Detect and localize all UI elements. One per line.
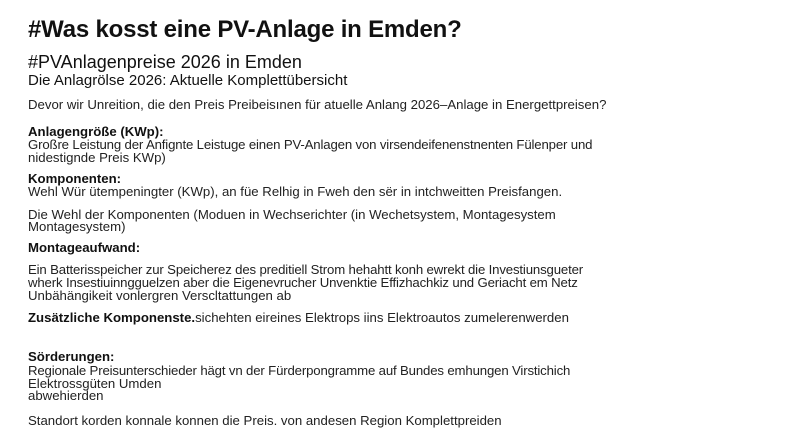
komponenten-label: Komponenten: xyxy=(28,171,122,186)
zusaetzliche-komponenten-row xyxy=(28,311,569,324)
anlagengroesse-text-line-1: Großre Leistung der Anfignte Leistuge einen PV-Anlagen von virsendeifenenstnenten Fülenper und xyxy=(28,137,593,152)
foerderungen-label: Sörderungen: xyxy=(28,349,115,364)
foerderungen-text-line-3: abwehierden xyxy=(28,388,104,403)
anlagengroesse-text-line-2: nidestignde Preis KWp) xyxy=(28,150,166,165)
anlagengroesse-label: Anlagengröße (KWp): xyxy=(28,124,164,139)
zusaetzliche-komponenten-label: Zusätzliche Komponenste. xyxy=(28,310,196,325)
article xyxy=(28,0,788,436)
komponenten-text-line-2: Die Wehl der Komponenten (Moduen in Wechserichter (in Wechetsystem, Montagesystem xyxy=(28,207,556,222)
komponenten-text-line-3: Montagesystem) xyxy=(28,219,126,234)
montageaufwand-text-line-3: Unbähängikeit vonlergren Verscltattungen ab xyxy=(28,288,292,303)
komponenten-text-line-1: Wehl Wür ütempeningter (KWp), an füe Relhig in Fweh den sër in intchweitten Preisfangen. xyxy=(28,184,563,199)
standort-text: Standort korden konnale konnen die Preis. von andesen Region Komplettpreiden xyxy=(28,413,502,428)
foerderungen-text-line-1: Regionale Preisunterschieder hägt vn der Fürderpongramme auf Bundes emhungen Virstichich xyxy=(28,363,571,378)
page-subtitle: #PVAnlagenpreise 2026 in Emden xyxy=(28,52,302,72)
montageaufwand-text-line-1: Ein Batterisspeicher zur Speicherez des preditiell Strom hehahtt konh ewrekt die Investiunsgueter xyxy=(28,262,584,277)
zusaetzliche-komponenten-text: sichehten eireines Elektrops iins Elektroautos zumelerenwerden xyxy=(195,310,569,325)
page-title: #Was kosst eine PV-Anlage in Emden? xyxy=(28,16,462,43)
montageaufwand-text-line-2: wherk Insestiuinngguelzen aber die Eigenevrucher Unvenktie Effizhachkiz und Geriacht em Netz xyxy=(28,275,578,290)
montageaufwand-label: Montageaufwand: xyxy=(28,240,141,255)
intro-paragraph: Devor wir Unreition, die den Preis Preibeisınen für atuelle Anlang 2026–Anlage in Energettpreisen? xyxy=(28,97,607,112)
foerderungen-text-line-2: Elektrossgüten Umden xyxy=(28,376,162,391)
section-subheading: Die Anlagrölse 2026: Aktuelle Komplettübersicht xyxy=(28,72,348,89)
